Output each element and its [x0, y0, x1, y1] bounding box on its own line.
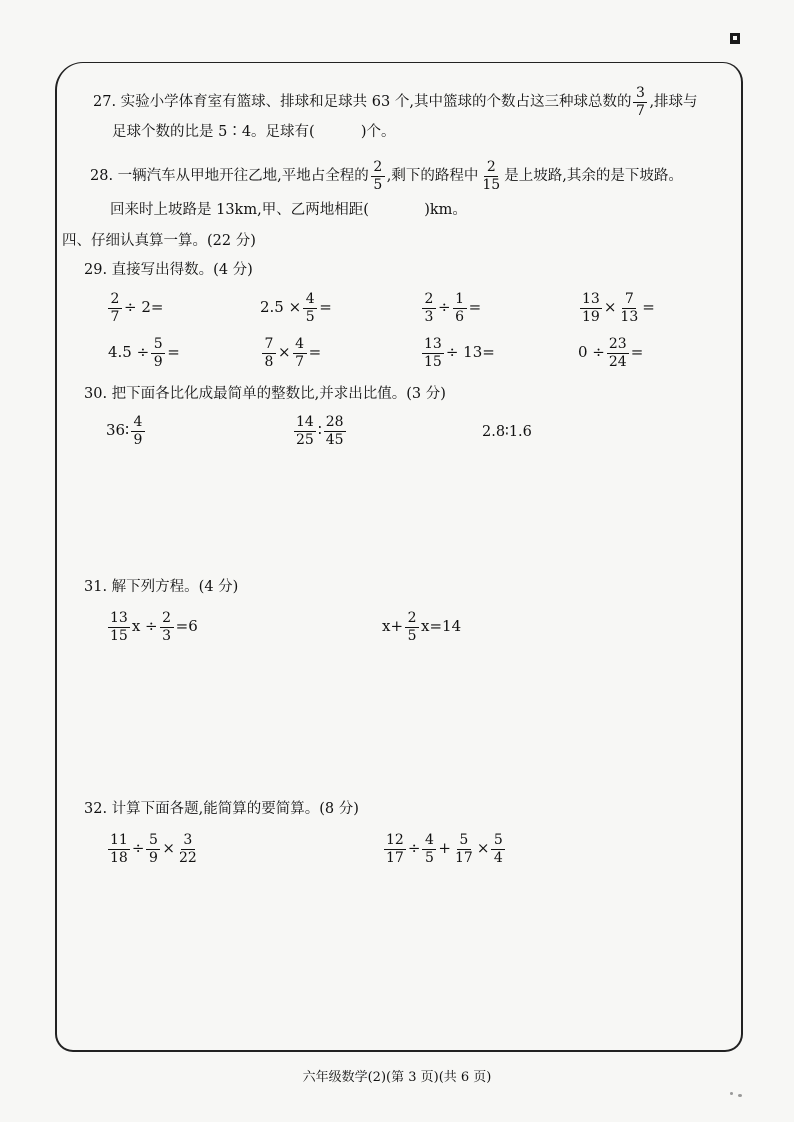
fraction — [491, 833, 505, 865]
fraction-numerator: 7 — [262, 337, 276, 354]
math-operator: x ÷ — [131, 617, 158, 636]
q31-title: 31. 解下列方程。(4 分) — [84, 579, 239, 595]
fraction-denominator: 22 — [178, 849, 197, 866]
q30-item-b — [292, 415, 348, 447]
q28-fraction-1 — [371, 160, 385, 192]
fraction-denominator: 5 — [407, 627, 417, 644]
fraction-numerator: 13 — [110, 610, 128, 626]
scan-speck — [730, 1092, 733, 1095]
math-operator: × — [476, 839, 490, 858]
fraction-numerator: 2 — [484, 160, 498, 177]
fraction-denominator: 8 — [264, 353, 274, 370]
fraction-denominator: 5 — [424, 849, 434, 866]
fraction-denominator: 15 — [110, 627, 128, 644]
fraction — [160, 611, 174, 643]
fraction — [422, 292, 436, 324]
q30-title: 30. 把下面各比化成最简单的整数比,并求出比值。(3 分) — [84, 386, 446, 402]
fraction — [453, 833, 475, 865]
fraction-numerator: 5 — [491, 833, 505, 850]
fraction-denominator: 7 — [110, 308, 120, 325]
q28-line2: 回来时上坡路是 13km,甲、乙两地相距( )km。 — [110, 202, 467, 218]
fraction-numerator: 4 — [422, 833, 436, 850]
fraction-numerator: 1 — [453, 292, 467, 309]
fraction-denominator: 5 — [305, 308, 315, 325]
fraction — [618, 292, 640, 324]
fraction-numerator: 4 — [303, 292, 317, 309]
fraction — [177, 833, 199, 865]
fraction-numerator: 2 — [108, 292, 122, 309]
fraction — [108, 833, 130, 865]
fraction-numerator: 2 — [371, 160, 385, 177]
fraction-denominator: 3 — [424, 308, 434, 325]
fraction — [108, 611, 130, 643]
fraction-numerator: 13 — [424, 336, 442, 352]
q32-item-b — [382, 833, 507, 865]
fraction-denominator: 15 — [482, 176, 501, 193]
math-operator: × — [603, 298, 617, 317]
q29-item-1 — [106, 292, 163, 324]
q32-item-a — [106, 833, 201, 865]
fraction-numerator: 11 — [110, 832, 128, 848]
fraction-numerator: 13 — [582, 291, 600, 307]
q29-item-7 — [420, 337, 495, 369]
fraction — [405, 611, 419, 643]
fraction-denominator: 9 — [133, 431, 143, 448]
math-operator: ÷ — [131, 839, 145, 858]
math-operator: 36∶ — [106, 421, 129, 440]
corner-mark — [730, 33, 740, 44]
q29-item-8 — [578, 337, 643, 369]
fraction-denominator: 4 — [493, 849, 503, 866]
fraction-numerator: 5 — [151, 337, 165, 354]
fraction — [580, 292, 602, 324]
fraction — [131, 415, 145, 447]
math-operator: = — [630, 343, 644, 362]
fraction-numerator: 14 — [296, 414, 314, 430]
fraction-denominator: 9 — [153, 353, 163, 370]
fraction-denominator: 5 — [373, 176, 383, 193]
math-operator: × — [278, 343, 291, 362]
q29-title: 29. 直接写出得数。(4 分) — [84, 262, 253, 278]
fraction-numerator: 2 — [160, 611, 174, 628]
fraction-numerator: 12 — [386, 832, 404, 848]
scan-speck — [738, 1094, 742, 1097]
math-operator: = — [468, 298, 482, 317]
math-operator: 2.5 × — [260, 298, 302, 317]
fraction — [108, 292, 122, 324]
q27-line1 — [93, 86, 698, 118]
q27-answer-blank[interactable] — [315, 125, 361, 140]
math-operator: ÷ — [438, 298, 451, 317]
q27-line2: 足球个数的比是 5∶4。足球有( )个。 — [112, 124, 396, 140]
math-operator: ∶ — [317, 421, 322, 440]
fraction — [303, 292, 317, 324]
math-operator: =6 — [175, 617, 198, 636]
fraction — [293, 337, 307, 369]
fraction-denominator: 7 — [295, 353, 305, 370]
fraction-numerator: 4 — [131, 415, 145, 432]
fraction-denominator: 18 — [110, 849, 128, 866]
fraction-numerator: 28 — [325, 414, 344, 430]
fraction-denominator: 13 — [620, 308, 639, 325]
math-operator: = — [308, 343, 322, 362]
q31-item-a — [106, 611, 198, 643]
fraction-numerator: 3 — [181, 833, 195, 850]
fraction-numerator: 5 — [146, 833, 160, 850]
fraction-numerator: 5 — [457, 833, 471, 850]
fraction — [262, 337, 276, 369]
fraction-numerator: 3 — [633, 86, 647, 103]
fraction-numerator: 4 — [293, 337, 307, 354]
fraction — [422, 337, 444, 369]
fraction-numerator: 7 — [622, 292, 636, 309]
section4-title: 四、仔细认真算一算。(22 分) — [62, 233, 256, 249]
q28-line1: 28. 一辆汽车从甲地开往乙地,平地占全程的 $\frac{2}{5}$ ,剩下的路程中 $\frac{2}{15}$ 是上坡路,其余的是下坡路。 — [90, 159, 683, 193]
fraction — [151, 337, 165, 369]
fraction-denominator: 15 — [424, 353, 442, 370]
q31-item-b — [382, 611, 461, 643]
q27-fraction — [633, 86, 647, 118]
fraction — [294, 415, 316, 447]
fraction-numerator: 23 — [608, 336, 627, 352]
fraction-denominator: 17 — [454, 849, 473, 866]
fraction — [146, 833, 160, 865]
q28-fraction-2 — [480, 160, 502, 192]
page-footer: 六年级数学(2)(第 3 页)(共 6 页) — [302, 1070, 492, 1085]
fraction-denominator: 17 — [386, 849, 404, 866]
fraction — [453, 292, 467, 324]
q32-title: 32. 计算下面各题,能简算的要简算。(8 分) — [84, 801, 359, 817]
fraction-denominator: 25 — [296, 431, 314, 448]
fraction-numerator: 2 — [422, 292, 436, 309]
q29-item-2 — [260, 292, 332, 324]
q30-item-a — [106, 415, 147, 447]
q30-item-c: 2.8∶1.6 — [482, 424, 532, 440]
fraction-denominator: 45 — [325, 431, 344, 448]
fraction-denominator: 24 — [608, 353, 627, 370]
math-operator: + — [438, 839, 451, 858]
fraction — [607, 337, 629, 369]
math-operator: x=14 — [421, 617, 462, 636]
math-operator: x+ — [382, 617, 404, 636]
q27-text-post: ,排球与 — [649, 94, 698, 111]
fraction-denominator: 7 — [635, 102, 645, 119]
math-operator: ÷ 13= — [445, 343, 495, 362]
q29-item-3 — [420, 292, 481, 324]
math-operator: = — [167, 343, 180, 362]
fraction — [384, 833, 406, 865]
math-operator: = — [319, 298, 332, 317]
fraction-denominator: 3 — [162, 627, 172, 644]
q27-text-pre: 27. 实验小学体育室有篮球、排球和足球共 63 个,其中篮球的个数占这三种球总数的 — [93, 94, 632, 111]
q29-item-6 — [260, 337, 321, 369]
fraction — [324, 415, 346, 447]
fraction-denominator: 6 — [455, 308, 465, 325]
fraction — [422, 833, 436, 865]
math-operator: ÷ 2= — [124, 298, 164, 317]
fraction-denominator: 19 — [582, 308, 600, 325]
fraction-denominator: 9 — [148, 849, 158, 866]
math-operator: 0 ÷ — [578, 343, 605, 362]
math-operator: ÷ — [407, 839, 421, 858]
q29-item-4 — [578, 292, 655, 324]
math-operator: = — [642, 298, 655, 317]
q29-item-5 — [108, 337, 180, 369]
math-operator: × — [162, 839, 175, 858]
math-operator: 4.5 ÷ — [108, 343, 150, 362]
q28-answer-blank[interactable] — [369, 203, 424, 218]
fraction-numerator: 2 — [405, 611, 419, 628]
